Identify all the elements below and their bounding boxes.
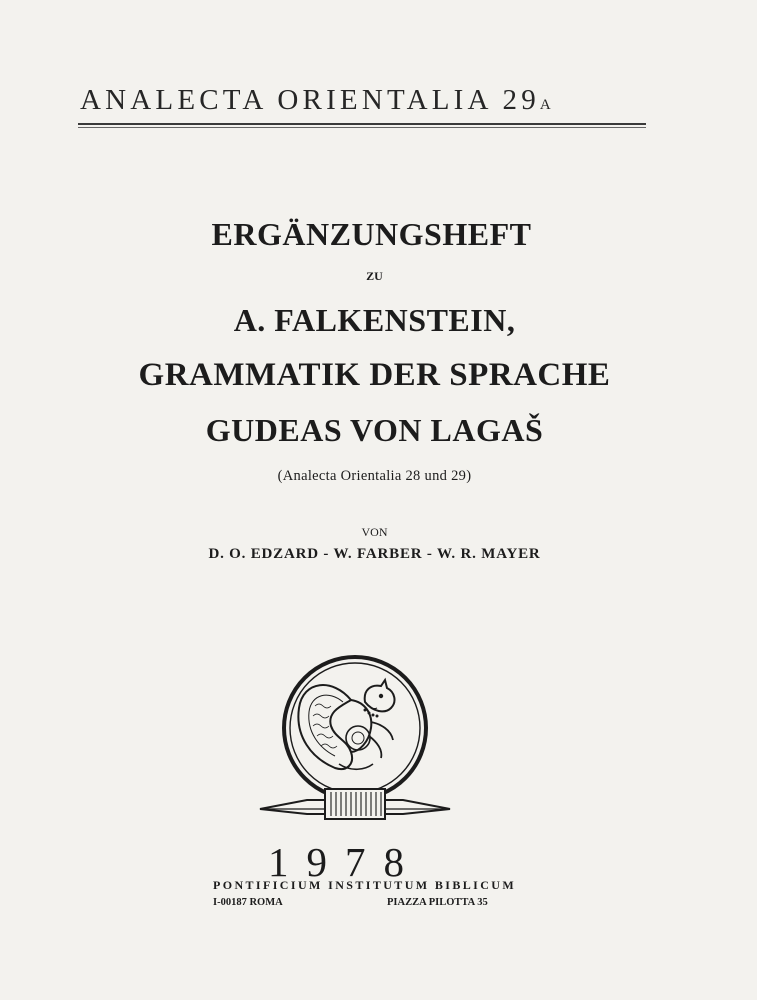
publisher-emblem-icon: [255, 640, 455, 840]
title-line-2: A. FALKENSTEIN,: [233, 302, 516, 338]
publisher-name: PONTIFICIUM INSTITUTUM BIBLICUM: [213, 878, 517, 892]
von-label: VON: [361, 525, 388, 539]
series-name: ANALECTA ORIENTALIA: [80, 84, 492, 116]
header-rule-thin: [78, 127, 646, 128]
title-line-1: ERGÄNZUNGSHEFT: [211, 216, 532, 252]
publication-year: 1978: [268, 839, 422, 885]
title-zu: ZU: [366, 269, 383, 283]
publisher-address-city: I-00187 ROMA: [213, 897, 283, 908]
header-rule-thick: [78, 123, 646, 125]
authors: D. O. EDZARD - W. FARBER - W. R. MAYER: [208, 546, 541, 562]
series-number: 29: [502, 84, 540, 116]
title-line-3: GRAMMATIK DER SPRACHE: [138, 357, 611, 393]
subtitle: (Analecta Orientalia 28 und 29): [277, 468, 472, 484]
publisher-address-street: PIAZZA PILOTTA 35: [387, 897, 488, 908]
series-title: [80, 84, 551, 117]
title-line-4: GUDEAS VON LAGAŠ: [205, 412, 544, 448]
series-suffix: A: [539, 97, 551, 113]
